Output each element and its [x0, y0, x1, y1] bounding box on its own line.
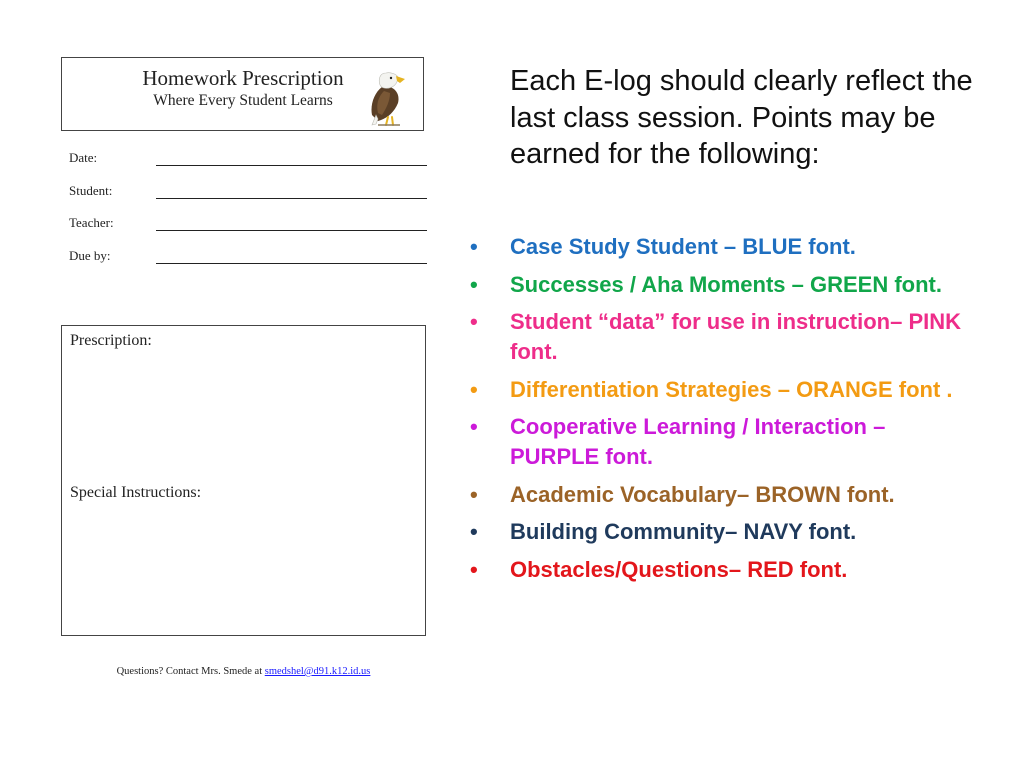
list-item — [470, 232, 980, 262]
footer-email-link[interactable]: smedshel@d91.k12.id.us — [264, 666, 371, 677]
bullet-icon: • — [470, 376, 478, 402]
bullet-icon: • — [470, 309, 478, 334]
list-item — [470, 517, 980, 547]
list-item — [470, 270, 980, 300]
prescription-box[interactable] — [61, 325, 426, 636]
date-field[interactable] — [69, 150, 427, 168]
form-header-box — [61, 57, 424, 131]
intro-text: Each E-log should clearly reflect the last class session. Points may be earned for the following: — [510, 65, 973, 170]
due-by-label: Due by: — [69, 248, 111, 263]
student-line[interactable] — [156, 198, 427, 199]
bullet-icon: • — [470, 271, 478, 297]
prescription-label: Prescription: — [70, 332, 152, 349]
list-item — [470, 307, 980, 367]
form-footer — [61, 666, 426, 677]
list-item-text: Differentiation Strategies – ORANGE font . — [510, 376, 953, 402]
bullet-icon: • — [470, 519, 478, 544]
bullet-icon: • — [470, 481, 478, 507]
special-instructions-label: Special Instructions: — [70, 484, 202, 501]
list-item — [470, 412, 980, 472]
list-item — [470, 375, 980, 405]
list-item-text: Building Community– NAVY font. — [510, 519, 857, 544]
due-by-line[interactable] — [156, 263, 427, 264]
student-field[interactable] — [69, 183, 427, 201]
form-title: Homework Prescription — [142, 66, 344, 90]
list-item-text: Obstacles/Questions– RED font. — [510, 556, 848, 582]
list-item-text: Student “data” for use in instruction– PINK font. — [510, 309, 962, 364]
bullet-icon: • — [470, 414, 478, 439]
date-label: Date: — [69, 150, 98, 165]
form-subtitle: Where Every Student Learns — [153, 92, 333, 109]
teacher-line[interactable] — [156, 230, 427, 231]
list-item-text: Academic Vocabulary– BROWN font. — [510, 481, 895, 507]
student-label: Student: — [69, 183, 113, 198]
date-line[interactable] — [156, 165, 427, 166]
list-item — [470, 555, 980, 585]
color-code-list — [470, 232, 980, 592]
list-item — [470, 480, 980, 510]
list-item-text: Cooperative Learning / Interaction – PURPLE font. — [510, 414, 886, 469]
due-by-field[interactable] — [69, 248, 427, 266]
list-item-text: Case Study Student – BLUE font. — [510, 234, 856, 259]
bullet-icon: • — [470, 234, 478, 259]
bullet-icon: • — [470, 556, 478, 582]
list-item-text: Successes / Aha Moments – GREEN font. — [510, 271, 942, 297]
footer-text: Questions? Contact Mrs. Smede at — [116, 666, 265, 677]
teacher-field[interactable] — [69, 215, 427, 233]
teacher-label: Teacher: — [69, 215, 114, 230]
eagle-icon — [364, 67, 420, 129]
